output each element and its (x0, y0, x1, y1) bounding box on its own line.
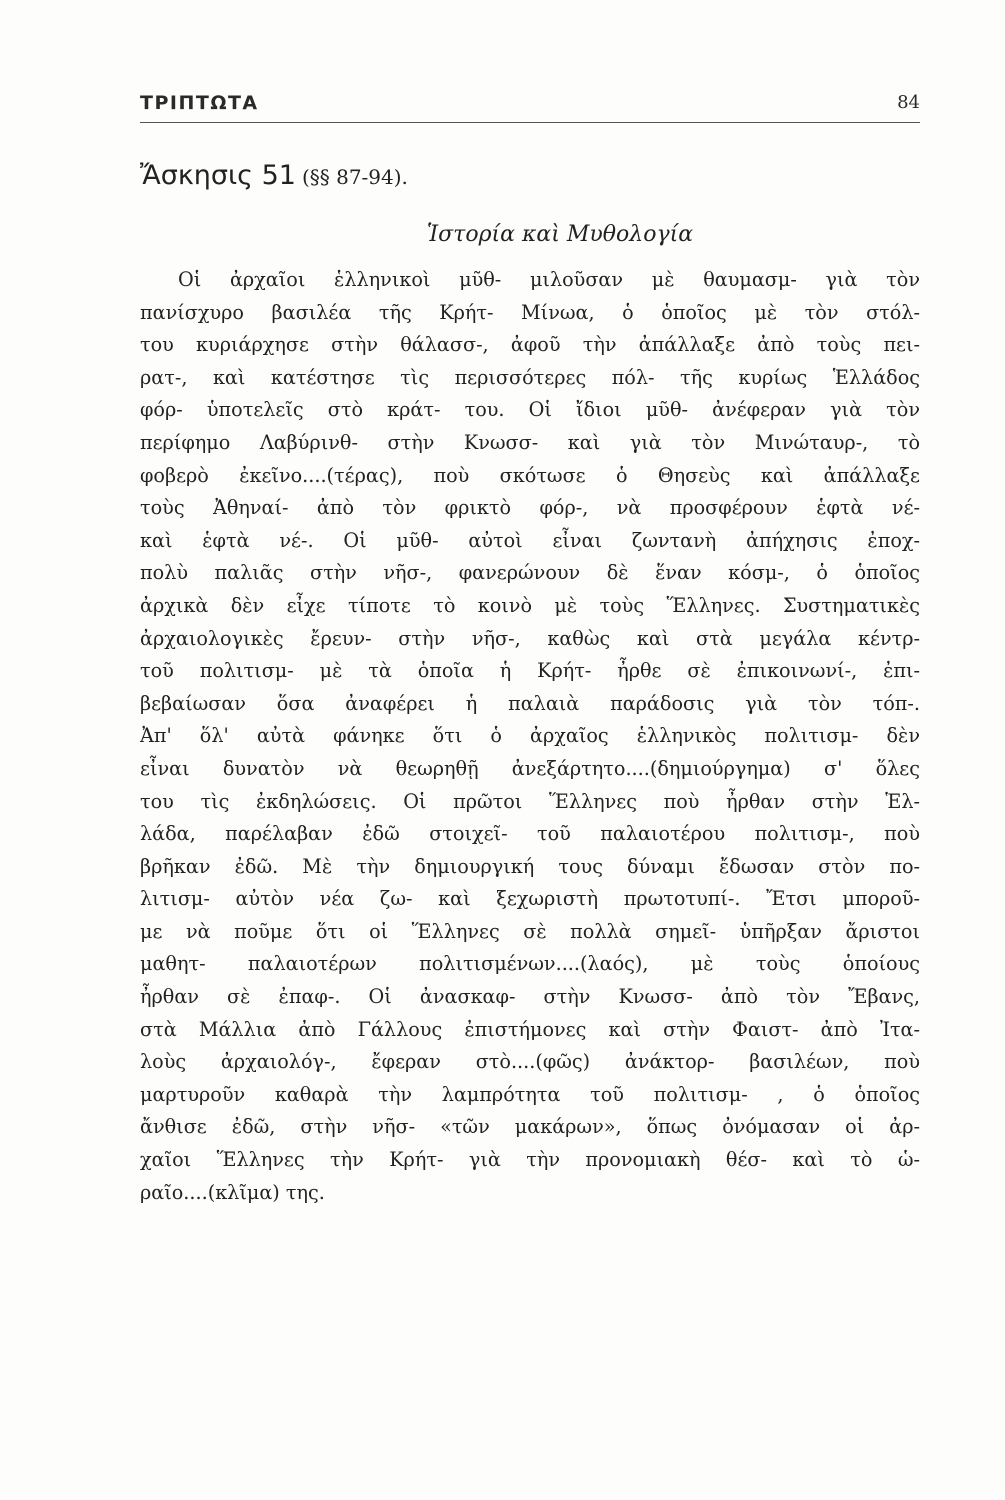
paragraph-line: ἀρχαιολογικὲς ἔρευν- στὴν νῆσ-, καθὼς καὶ στὰ μεγάλα κέντρ- (140, 626, 920, 650)
paragraph-line: ἀρχικὰ δὲν εἶχε τίποτε τὸ κοινὸ μὲ τοὺς Ἕλληνες. Συστηματικὲς (140, 593, 920, 617)
paragraph-line: Ἀπ' ὅλ' αὐτὰ φάνηκε ὅτι ὁ ἀρχαῖος ἑλληνικὸς πολιτισμ- δὲν (140, 724, 920, 748)
page-number: 84 (897, 92, 920, 113)
paragraph-line: τοὺς Ἀθηναί- ἀπὸ τὸν φρικτὸ φόρ-, νὰ προσφέρουν ἑφτὰ νέ- (140, 496, 920, 520)
paragraph-line: λοὺς ἀρχαιολόγ-, ἔφεραν στὸ....(φῶς) ἀνάκτορ- βασιλέων, ποὺ (140, 1050, 920, 1074)
paragraph-line: πολὺ παλιᾶς στὴν νῆσ-, φανερώνουν δὲ ἕναν κόσμ-, ὁ ὁποῖος (140, 561, 920, 585)
paragraph-line: με νὰ ποῦμε ὅτι οἱ Ἕλληνες σὲ πολλὰ σημεῖ- ὑπῆρξαν ἄριστοι (140, 919, 920, 943)
running-title: ΤΡΙΠΤΩΤΑ (140, 92, 259, 114)
paragraph-line: του τὶς ἐκδηλώσεις. Οἱ πρῶτοι Ἕλληνες ποὺ ἦρθαν στὴν Ἑλ- (140, 789, 920, 813)
section-subtitle: Ἱστορία καὶ Μυθολογία (426, 222, 694, 247)
paragraph-line: φοβερὸ ἐκεῖνο....(τέρας), ποὺ σκότωσε ὁ Θησεὺς καὶ ἀπάλλαξε (140, 463, 920, 487)
paragraph-line: του κυριάρχησε στὴν θάλασσ-, ἀφοῦ τὴν ἀπάλλαξε ἀπὸ τοὺς πει- (140, 333, 920, 357)
paragraph-line: εἶναι δυνατὸν νὰ θεωρηθῇ ἀνεξάρτητο....(δημιούργημα) σ' ὅλες (140, 756, 920, 780)
paragraph-line: βεβαίωσαν ὅσα ἀναφέρει ἡ παλαιὰ παράδοσις γιὰ τὸν τόπ-. (140, 691, 920, 715)
exercise-heading (140, 160, 900, 191)
paragraph-line: λάδα, παρέλαβαν ἐδῶ στοιχεῖ- τοῦ παλαιοτέρου πολιτισμ-, ποὺ (140, 822, 920, 846)
paragraph-line: μαθητ- παλαιοτέρων πολιτισμένων....(λαός), μὲ τοὺς ὁποίους (140, 952, 920, 976)
paragraph-line: ἄνθισε ἐδῶ, στὴν νῆσ- «τῶν μακάρων», ὅπως ὀνόμασαν οἱ ἀρ- (140, 1115, 920, 1139)
paragraph-line: Οἱ ἀρχαῖοι ἑλληνικοὶ μῦθ- μιλοῦσαν μὲ θαυμασμ- γιὰ τὸν (178, 268, 920, 291)
exercise-title: Ἄσκησις 51 (140, 160, 296, 191)
paragraph-line: πανίσχυρο βασιλέα τῆς Κρήτ- Μίνωα, ὁ ὁποῖος μὲ τὸν στόλ- (140, 300, 920, 324)
paragraph-line: στὰ Μάλλια ἀπὸ Γάλλους ἐπιστήμονες καὶ στὴν Φαιστ- ἀπὸ Ἰτα- (140, 1017, 920, 1041)
paragraph-line: λιτισμ- αὐτὸν νέα ζω- καὶ ξεχωριστὴ πρωτοτυπί-. Ἔτσι μποροῦ- (140, 887, 920, 911)
paragraph-line: χαῖοι Ἕλληνες τὴν Κρήτ- γιὰ τὴν προνομιακὴ θέσ- καὶ τὸ ὡ- (140, 1148, 920, 1172)
paragraph-line: ἦρθαν σὲ ἐπαφ-. Οἱ ἀνασκαφ- στὴν Κνωσσ- ἀπὸ τὸν Ἔβανς, (140, 985, 920, 1009)
paragraph-line: μαρτυροῦν καθαρὰ τὴν λαμπρότητα τοῦ πολιτισμ- , ὁ ὁποῖος (140, 1082, 920, 1106)
paragraph-line: ρατ-, καὶ κατέστησε τὶς περισσότερες πόλ- τῆς κυρίως Ἑλλάδος (140, 365, 920, 389)
paragraph-line: τοῦ πολιτισμ- μὲ τὰ ὁποῖα ἡ Κρήτ- ἦρθε σὲ ἐπικοινωνί-, ἐπι- (140, 659, 920, 683)
paragraph-line: βρῆκαν ἐδῶ. Μὲ τὴν δημιουργική τους δύναμι ἔδωσαν στὸν πο- (140, 854, 920, 878)
paragraph-line: περίφημο Λαβύρινθ- στὴν Κνωσσ- καὶ γιὰ τὸν Μινώταυρ-, τὸ (140, 430, 920, 454)
paragraph-line: φόρ- ὑποτελεῖς στὸ κράτ- του. Οἱ ἴδιοι μῦθ- ἀνέφεραν γιὰ τὸν (140, 398, 920, 422)
exercise-paragraph (140, 264, 920, 1209)
running-header (140, 92, 920, 123)
exercise-reference: (§§ 87-94). (301, 165, 408, 189)
paragraph-line: καὶ ἑφτὰ νέ-. Οἱ μῦθ- αὐτοὶ εἶναι ζωντανὴ ἀπήχησις ἐποχ- (140, 528, 920, 552)
paragraph-line: ραῖο....(κλῖμα) της. (140, 1180, 325, 1204)
